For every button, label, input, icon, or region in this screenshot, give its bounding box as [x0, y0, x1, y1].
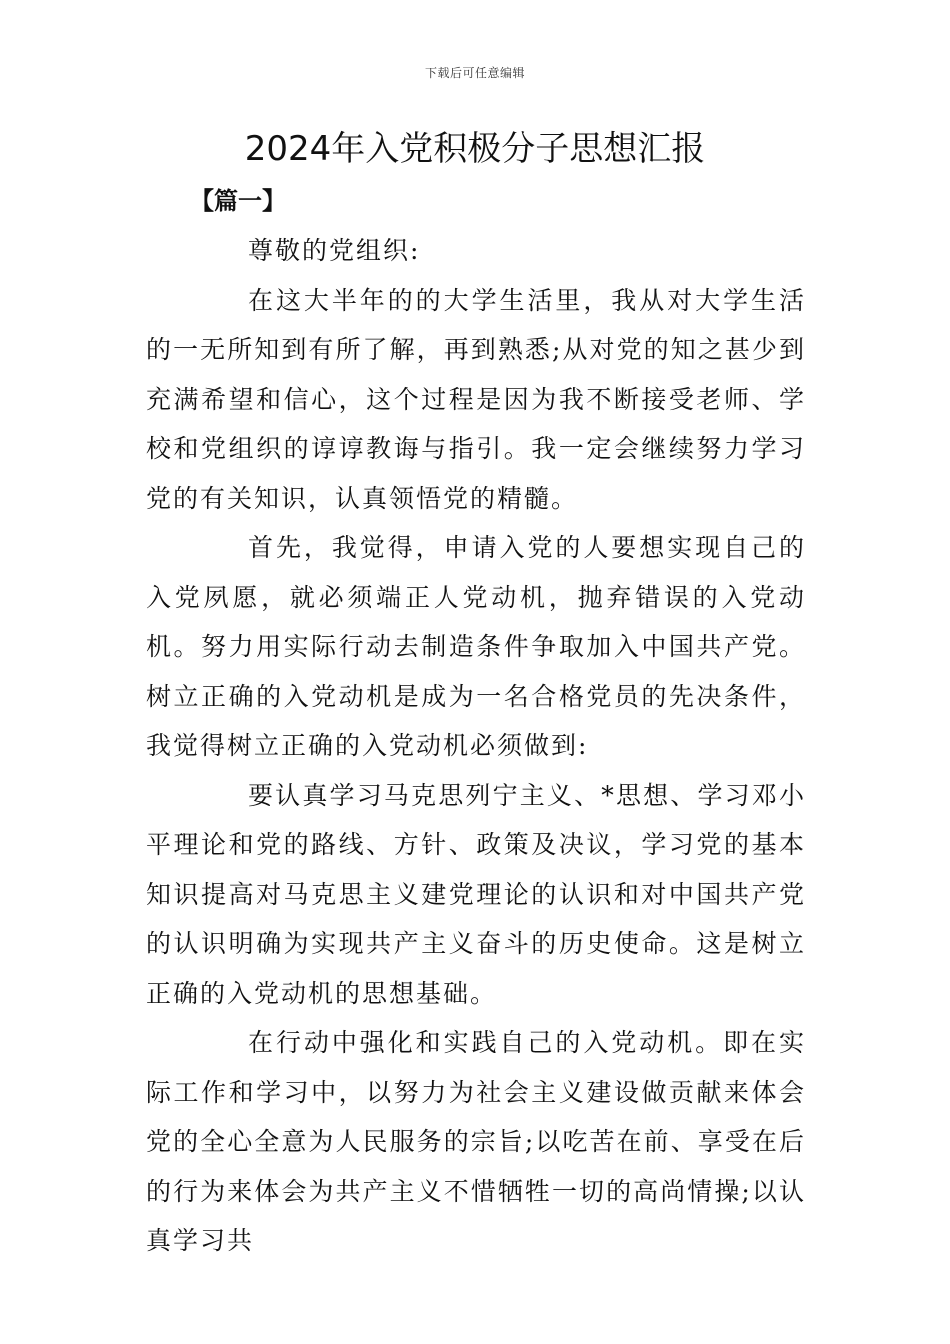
paragraph-4: 在行动中强化和实践自己的入党动机。即在实际工作和学习中，以努力为社会主义建设做贡献来体会党的全心全意为人民服务的宗旨;以吃苦在前、享受在后的行为来体会为共产主义不惜牺牲一切的高尚情操;以认真学习共	[146, 1028, 806, 1255]
paragraph-1: 在这大半年的的大学生活里，我从对大学生活的一无所知到有所了解，再到熟悉;从对党的知之甚少到充满希望和信心，这个过程是因为我不断接受老师、学校和党组织的谆谆教诲与指引。我一定会继续努力学习党的有关知识，认真领悟党的精髓。	[146, 285, 806, 513]
header-note: 下载后可任意编辑	[424, 66, 525, 80]
paragraph-3: 要认真学习马克思列宁主义、*思想、学习邓小平理论和党的路线、方针、政策及决议，学习党的基本知识提高对马克思主义建党理论的认识和对中国共产党的认识明确为实现共产主义奋斗的历史使命。这是树立正确的入党动机的思想基础。	[146, 780, 806, 1008]
salutation: 尊敬的党组织:	[248, 236, 421, 265]
document-title: 2024年入党积极分子思想汇报	[244, 129, 706, 169]
paragraph-2: 首先，我觉得，申请入党的人要想实现自己的入党夙愿，就必须端正人党动机，抛弃错误的入党动机。努力用实际行动去制造条件争取加入中国共产党。树立正确的入党动机是成为一名合格党员的先决条件，我觉得树立正确的入党动机必须做到:	[146, 533, 806, 760]
document-body	[146, 226, 806, 1266]
section-label: 【篇一】	[190, 186, 286, 215]
